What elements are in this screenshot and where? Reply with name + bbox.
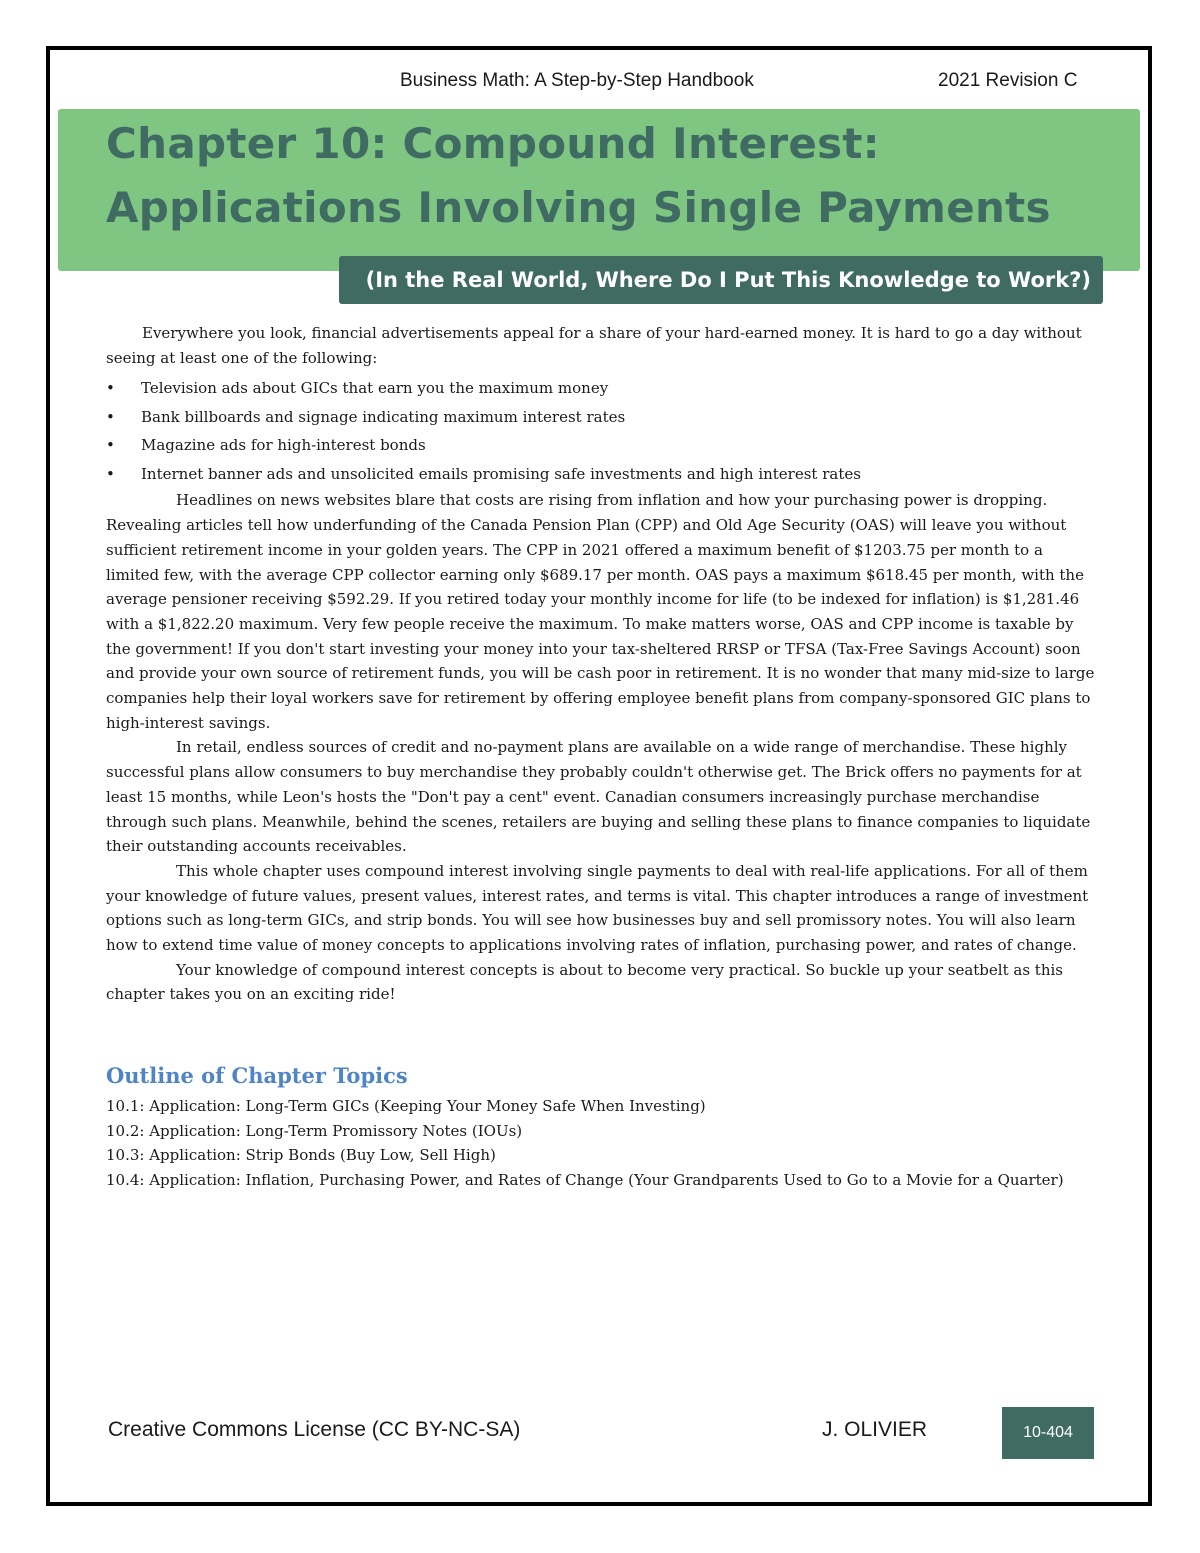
chapter-title-line2: Applications Involving Single Payments (106, 183, 1051, 232)
page-number-badge: 10-404 (1002, 1407, 1094, 1459)
paragraph-retail-credit: In retail, endless sources of credit and no-payment plans are available on a wide range of merchandise. These highly successful plans allow consumers to buy merchandise they probably couldn't otherwise get. The Brick offers no payments for at least 15 months, while Leon's hosts the "Don't pay a cent" event. Canadian consumers increasingly purchase merchandise through such plans. Meanwhile, behind the scenes, retailers are buying and selling these plans to finance companies to liquidate their outstanding accounts receivables. (106, 738, 1091, 856)
list-item: • Magazine ads for high-interest bonds (106, 431, 1096, 460)
paragraph-chapter-scope: This whole chapter uses compound interest involving single payments to deal with real-life applications. For all of them your knowledge of future values, present values, interest rates, and terms is vital. This chapter introduces a range of investment options such as long-term GICs, and strip bonds. You will see how businesses buy and sell promissory notes. You will also learn how to extend time value of money concepts to applications involving rates of inflation, purchasing power, and rates of change. (106, 861, 1089, 955)
intro-lead-paragraph: Everywhere you look, financial advertisements appeal for a share of your hard-earned money. It is hard to go a day without seeing at least one of the following: (106, 324, 1082, 367)
bullet-icon: • (106, 464, 115, 483)
outline-topic-10-2[interactable]: 10.2: Application: Long-Term Promissory Notes (IOUs) (106, 1121, 523, 1140)
chapter-intro (106, 321, 1096, 1007)
running-header-book-title: Business Math: A Step-by-Step Handbook (400, 70, 754, 91)
list-item: • Internet banner ads and unsolicited emails promising safe investments and high interest rates (106, 460, 1096, 489)
chapter-title-line1: Chapter 10: Compound Interest: (106, 119, 880, 168)
bullet-icon: • (106, 379, 115, 398)
footer-author: J. OLIVIER (822, 1418, 928, 1441)
footer-license: Creative Commons License (CC BY-NC-SA) (108, 1418, 521, 1441)
chapter-title (106, 112, 1051, 240)
outline-topic-10-3[interactable]: 10.3: Application: Strip Bonds (Buy Low, Sell High) (106, 1146, 496, 1165)
outline-topic-10-4[interactable]: 10.4: Application: Inflation, Purchasing Power, and Rates of Change (Your Grandparents Used to Go to a Movie for a Quarter) (106, 1170, 1064, 1189)
bullet-icon: • (106, 407, 115, 426)
chapter-subtitle-bar (339, 256, 1103, 304)
paragraph-closing: Your knowledge of compound interest concepts is about to become very practical. So buckle up your seatbelt as this chapter takes you on an exciting ride! (106, 960, 1063, 1004)
paragraph-pensions: Headlines on news websites blare that costs are rising from inflation and how your purchasing power is dropping. Revealing articles tell how underfunding of the Canada Pension Plan (CPP) and Old Age Security (OAS) will leave you without sufficient retirement income in your golden years. The CPP in 2021 offered a maximum benefit of $1203.75 per month to a limited few, with the average CPP collector earning only $689.17 per month. OAS pays a maximum $618.45 per month, with the average pensioner receiving $592.29. If you retired today your monthly income for life (to be indexed for inflation) is $1,281.46 with a $1,822.20 maximum. Very few people receive the maximum. To make matters worse, OAS and CPP income is taxable by the government! If you don't start investing your money into your tax-sheltered RRSP or TFSA (Tax-Free Savings Account) soon and provide your own source of retirement funds, you will be cash poor in retirement. It is no wonder that many mid-size to large companies help their loyal workers save for retirement by offering employee benefit plans from company-sponsored GIC plans to high-interest savings. (106, 491, 1095, 732)
outline-topic-10-1[interactable]: 10.1: Application: Long-Term GICs (Keeping Your Money Safe When Investing) (106, 1097, 706, 1115)
chapter-subtitle: (In the Real World, Where Do I Put This Knowledge to Work?) (365, 268, 1091, 292)
bullet-icon: • (106, 436, 115, 455)
list-item: • Television ads about GICs that earn you the maximum money (106, 374, 1096, 403)
advertisement-list (106, 374, 1096, 488)
running-header-revision: 2021 Revision C (938, 70, 1078, 91)
chapter-outline (106, 1062, 1096, 1192)
list-item: • Bank billboards and signage indicating maximum interest rates (106, 403, 1096, 432)
outline-heading: Outline of Chapter Topics (106, 1063, 408, 1088)
